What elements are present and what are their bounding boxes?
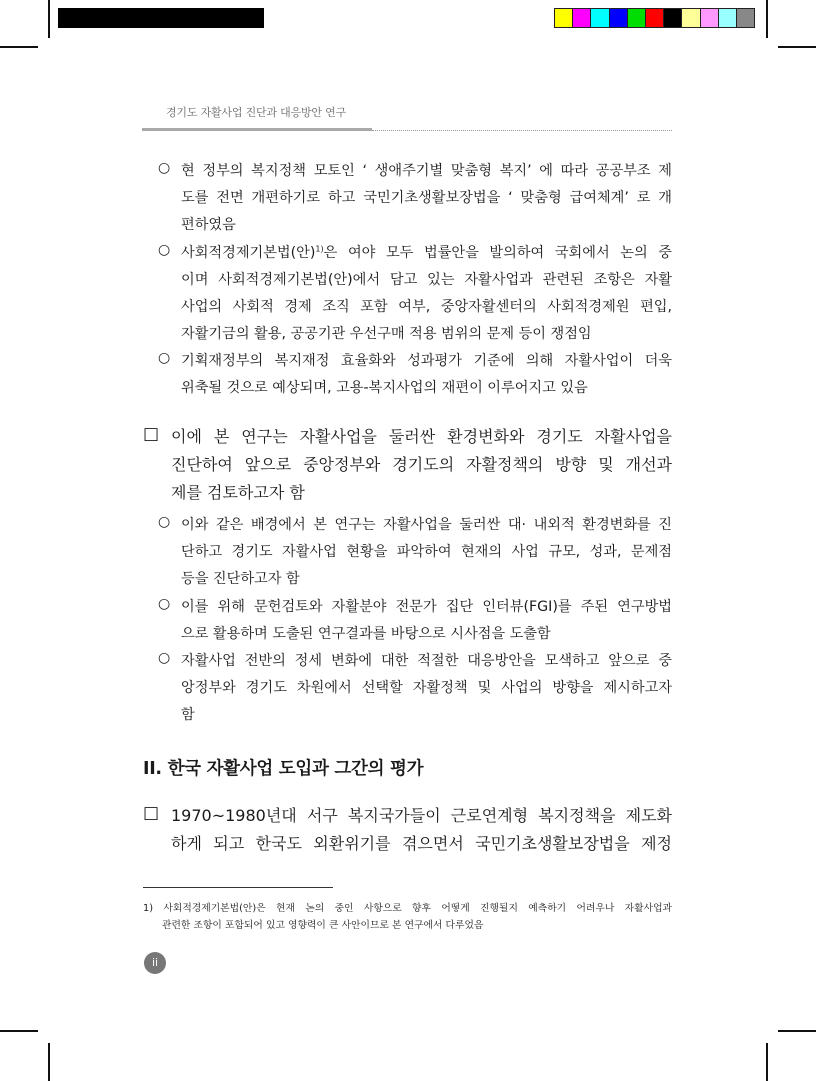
crop-mark bbox=[778, 1030, 816, 1032]
bullet-line: 이를 위해 문헌검토와 자활분야 전문가 집단 인터뷰(FGI)를 주된 연구방법 bbox=[181, 599, 672, 615]
bullet-line: 편하였음 bbox=[181, 217, 236, 233]
section-title: II. 한국 자활사업 도입과 그간의 평가 bbox=[143, 759, 424, 779]
bullet-line bbox=[181, 242, 672, 262]
paragraph-line: 하게 되고 한국도 외환위기를 겪으면서 국민기초생활보장법을 제정 bbox=[171, 834, 672, 853]
crop-mark bbox=[48, 0, 50, 38]
color-swatch bbox=[718, 8, 737, 28]
crop-mark bbox=[766, 1043, 768, 1081]
circle-bullet-icon: ○ bbox=[158, 160, 171, 176]
header-dotted-rule bbox=[372, 130, 672, 131]
bullet-text: 은 여야 모두 법률안을 발의하여 국회에서 논의 중 bbox=[323, 245, 672, 261]
color-swatch bbox=[663, 8, 682, 28]
color-swatch bbox=[627, 8, 646, 28]
circle-bullet-icon: ○ bbox=[158, 514, 171, 530]
paragraph-line: 제를 검토하고자 함 bbox=[171, 483, 305, 502]
circle-bullet-icon: ○ bbox=[158, 596, 171, 612]
color-swatch bbox=[590, 8, 609, 28]
bullet-line: 이와 같은 배경에서 본 연구는 자활사업을 둘러싼 대· 내외적 환경변화를 진 bbox=[181, 517, 672, 533]
paragraph-line: 1970~1980년대 서구 복지국가들이 근로연계형 복지정책을 제도화 bbox=[171, 806, 672, 825]
bullet-line: 단하고 경기도 자활사업 현황을 파악하여 현재의 사업 규모, 성과, 문제점 bbox=[181, 544, 672, 560]
bullet-text: 사회적경제기본법(안) bbox=[181, 245, 316, 261]
running-header: 경기도 자활사업 진단과 대응방안 연구 bbox=[166, 106, 347, 119]
color-calibration-bar bbox=[554, 8, 754, 28]
bullet-line: 자활기금의 활용, 공공기관 우선구매 적용 범위의 문제 등이 쟁점임 bbox=[181, 326, 592, 342]
circle-bullet-icon: ○ bbox=[158, 350, 171, 366]
bullet-line: 기획재정부의 복지재정 효율화와 성과평가 기준에 의해 자활사업이 더욱 bbox=[181, 353, 672, 369]
square-bullet-icon: □ bbox=[143, 424, 160, 444]
crop-mark bbox=[0, 46, 38, 48]
color-swatch bbox=[645, 8, 664, 28]
bullet-line: 도를 전면 개편하기로 하고 국민기초생활보장법을 ‘ 맞춤형 급여체계’ 로 개 bbox=[181, 190, 672, 206]
crop-mark bbox=[778, 46, 816, 48]
color-swatch bbox=[681, 8, 700, 28]
circle-bullet-icon: ○ bbox=[158, 242, 171, 258]
color-swatch bbox=[700, 8, 719, 28]
bullet-line: 이며 사회적경제기본법(안)에서 담고 있는 자활사업과 관련된 조항은 자활 bbox=[181, 272, 672, 288]
bullet-line: 현 정부의 복지정책 모토인 ‘ 생애주기별 맞춤형 복지’ 에 따라 공공부조 제 bbox=[181, 163, 672, 179]
page-number: ii bbox=[144, 952, 166, 974]
footnote-reference[interactable]: 1) bbox=[315, 244, 324, 254]
circle-bullet-icon: ○ bbox=[158, 650, 171, 666]
bullet-line: 앙정부와 경기도 차원에서 선택할 자활정책 및 사업의 방향을 제시하고자 bbox=[181, 680, 672, 696]
footnote-rule bbox=[143, 887, 333, 888]
crop-mark bbox=[48, 1043, 50, 1081]
paragraph-line: 이에 본 연구는 자활사업을 둘러싼 환경변화와 경기도 자활사업을 bbox=[171, 427, 672, 446]
bullet-line: 으로 활용하며 도출된 연구결과를 바탕으로 시사점을 도출함 bbox=[181, 626, 551, 642]
crop-mark bbox=[766, 0, 768, 38]
color-swatch bbox=[609, 8, 628, 28]
bullet-line: 사업의 사회적 경제 조직 포함 여부, 중앙자활센터의 사회적경제원 편입, bbox=[181, 299, 672, 315]
color-swatch bbox=[554, 8, 573, 28]
bullet-line: 자활사업 전반의 정세 변화에 대한 적절한 대응방안을 모색하고 앞으로 중 bbox=[181, 653, 672, 669]
footnote-line: 관련한 조항이 포함되어 있고 영향력이 큰 사안이므로 본 연구에서 다루었음 bbox=[162, 920, 484, 931]
color-swatch bbox=[736, 8, 755, 28]
square-bullet-icon: □ bbox=[143, 803, 160, 823]
bullet-line: 위축될 것으로 예상되며, 고용-복지사업의 재편이 이루어지고 있음 bbox=[181, 380, 588, 396]
paragraph-line: 진단하여 앞으로 중앙정부와 경기도의 자활정책의 방향 및 개선과 bbox=[171, 455, 672, 474]
header-rule bbox=[142, 128, 372, 131]
color-swatch bbox=[572, 8, 591, 28]
registration-black-bar bbox=[58, 8, 264, 28]
footnote-line: 1) 사회적경제기본법(안)은 현재 논의 중인 사항으로 향후 어떻게 진행될지 예측하기 어려우나 자활사업과 bbox=[143, 903, 672, 914]
crop-mark bbox=[0, 1030, 38, 1032]
bullet-line: 등을 진단하고자 함 bbox=[181, 571, 300, 587]
bullet-line: 함 bbox=[181, 707, 195, 723]
